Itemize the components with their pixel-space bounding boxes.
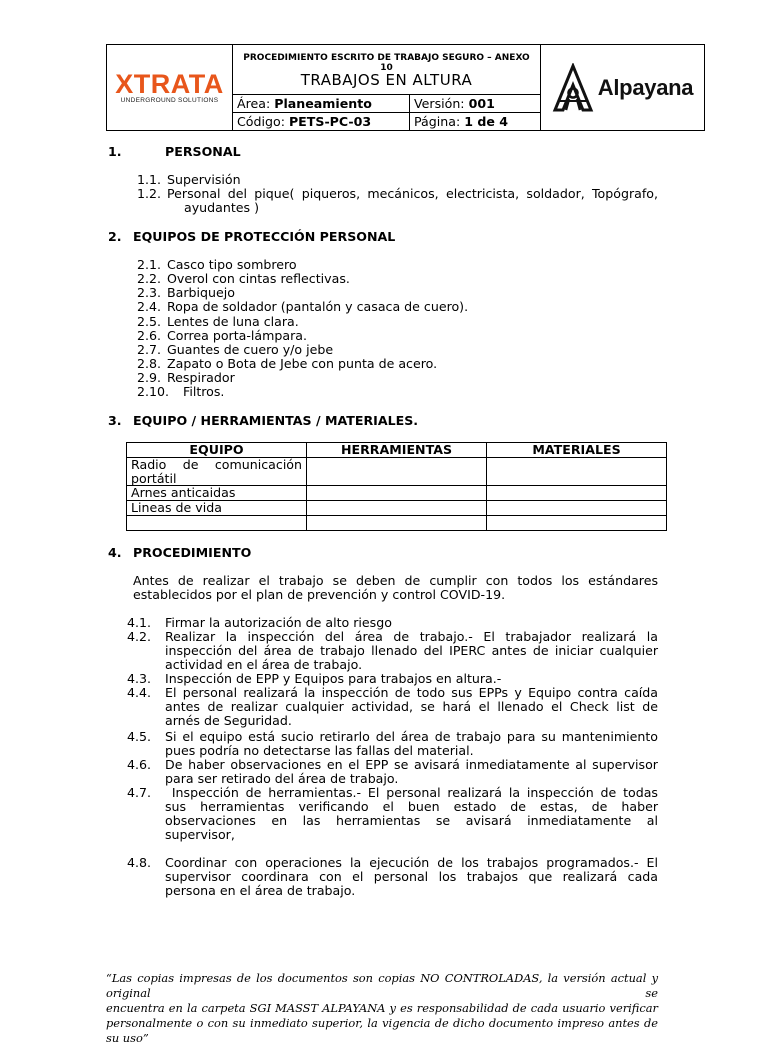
- list-item-text: Si el equipo está sucio retirarlo del área de trabajo para su mantenimiento: [165, 729, 658, 744]
- xtrata-logo-tagline: UNDERGROUND SOLUTIONS: [120, 97, 219, 104]
- list-item-number: 2.9.: [137, 370, 162, 385]
- table-row: [127, 516, 667, 531]
- list-item-number: 2.3.: [137, 285, 162, 300]
- procedure-intro: establecidos por el plan de prevención y control COVID-19.: [133, 587, 506, 602]
- document-title: TRABAJOS EN ALTURA: [300, 71, 473, 89]
- list-item-text: supervisor,: [165, 827, 235, 842]
- table-cell: [307, 486, 487, 501]
- section-2-number: 2.: [108, 229, 122, 244]
- page-cell: [410, 113, 541, 131]
- document-type: PROCEDIMIENTO ESCRITO DE TRABAJO SEGURO – ANEXO 10: [243, 53, 530, 73]
- list-item-text: Realizar la inspección del área de trabajo.- El trabajador realizará la: [165, 629, 658, 644]
- table-row: [127, 501, 667, 516]
- alpayana-emblem-icon: [552, 63, 594, 113]
- code-value: PETS-PC-03: [288, 114, 372, 129]
- footer-disclaimer: [106, 971, 658, 1046]
- list-item-text: Guantes de cuero y/o jebe: [167, 342, 334, 357]
- list-item-number: 4.6.: [127, 757, 152, 772]
- table-cell: Arnes anticaidas: [127, 486, 307, 501]
- area-cell: [233, 95, 410, 113]
- list-item-text-continued: ayudantes ): [184, 200, 260, 215]
- list-item-number: 1.2.: [137, 186, 162, 201]
- list-item-text: persona en el área de trabajo.: [165, 883, 356, 898]
- list-item-text: Filtros.: [183, 384, 225, 399]
- document-header: [106, 44, 705, 131]
- xtrata-logo-word: XTRATA: [115, 69, 224, 99]
- page-label: Página:: [414, 114, 461, 129]
- table-cell: [487, 458, 667, 486]
- section-3-title: EQUIPO / HERRAMIENTAS / MATERIALES.: [133, 413, 419, 428]
- list-item-text: Overol con cintas reflectivas.: [167, 271, 350, 286]
- list-item-text: pues podría no detectarse las fallas del material.: [165, 743, 474, 758]
- list-item-text: arnés de Seguridad.: [165, 713, 292, 728]
- equipment-table: [126, 442, 667, 531]
- list-item-number: 4.3.: [127, 671, 152, 686]
- area-label: Área:: [237, 96, 271, 111]
- list-item-text: supervisor coordinara con el personal los trabajos que realizará cada: [165, 869, 658, 884]
- xtrata-logo: [107, 45, 233, 131]
- list-item-text: antes de realizar cualquier actividad, se hará el llenado el Check list de: [165, 699, 658, 714]
- version-label: Versión:: [414, 96, 465, 111]
- list-item-text: Lentes de luna clara.: [167, 314, 299, 329]
- list-item-number: 2.7.: [137, 342, 162, 357]
- list-item-number: 4.7.: [127, 785, 152, 800]
- table-header: EQUIPO: [127, 443, 307, 458]
- area-value: Planeamiento: [274, 96, 372, 111]
- section-4-number: 4.: [108, 545, 122, 560]
- list-item-text: Supervisión: [167, 172, 241, 187]
- table-row: [127, 458, 667, 486]
- page-value: 1 de 4: [464, 114, 509, 129]
- procedure-intro: Antes de realizar el trabajo se deben de cumplir con todos los estándares: [133, 573, 658, 588]
- table-cell: [487, 516, 667, 531]
- list-item-number: 2.6.: [137, 328, 162, 343]
- section-1-title: PERSONAL: [165, 144, 241, 159]
- list-item-number: 2.1.: [137, 257, 162, 272]
- alpayana-logo-word: Alpayana: [597, 74, 694, 100]
- list-item-number: 4.5.: [127, 729, 152, 744]
- table-header: HERRAMIENTAS: [307, 443, 487, 458]
- list-item-number: 4.2.: [127, 629, 152, 644]
- list-item-number: 2.5.: [137, 314, 162, 329]
- table-cell: [487, 486, 667, 501]
- section-1-number: 1.: [108, 144, 122, 159]
- list-item-number: 2.8.: [137, 356, 162, 371]
- table-cell: [127, 516, 307, 531]
- footer-line: encuentra en la carpeta SGI MASST ALPAYANA y es responsabilidad de cada usuario verificar: [106, 1001, 658, 1015]
- alpayana-logo: [541, 45, 705, 131]
- list-item-number: 2.10.: [137, 384, 170, 399]
- list-item-text: Casco tipo sombrero: [167, 257, 297, 272]
- list-item-text: Zapato o Bota de Jebe con punta de acero.: [167, 356, 438, 371]
- section-4-title: PROCEDIMIENTO: [133, 545, 252, 560]
- list-item-text: observaciones en las herramientas se avisará inmediatamente al: [165, 813, 658, 828]
- list-item-text: Barbiquejo: [167, 285, 235, 300]
- table-cell: [307, 501, 487, 516]
- list-item-text: inspección del área de trabajo llenado del IPERC antes de iniciar cualquier: [165, 643, 658, 658]
- table-cell: Lineas de vida: [127, 501, 307, 516]
- list-item-text: Personal del pique( piqueros, mecánicos, electricista, soldador, Topógrafo,: [167, 186, 658, 201]
- list-item-number: 1.1.: [137, 172, 162, 187]
- list-item-text: Firmar la autorización de alto riesgo: [165, 615, 392, 630]
- table-header: MATERIALES: [487, 443, 667, 458]
- table-cell: [487, 501, 667, 516]
- footer-line: personalmente o con su inmediato superior, la vigencia de dicho documento impreso antes de su uso”: [106, 1016, 658, 1045]
- list-item-text: Inspección de EPP y Equipos para trabajos en altura.-: [165, 671, 502, 686]
- list-item-text: actividad en el área de trabajo.: [165, 657, 363, 672]
- title-cell: [233, 45, 541, 95]
- list-item-number: 4.1.: [127, 615, 152, 630]
- list-item-number: 2.2.: [137, 271, 162, 286]
- list-item-text: Correa porta-lámpara.: [167, 328, 307, 343]
- list-item-number: 4.8.: [127, 855, 152, 870]
- list-item-text: sus herramientas verificando el buen estado de estas, de haber: [165, 799, 658, 814]
- list-item-text: De haber observaciones en el EPP se avisará inmediatamente al supervisor: [165, 757, 658, 772]
- list-item-text: El personal realizará la inspección de todo sus EPPs y Equipo contra caída: [165, 685, 658, 700]
- list-item-text: Coordinar con operaciones la ejecución de los trabajos programados.- El: [165, 855, 658, 870]
- footer-line: “Las copias impresas de los documentos son copias NO CONTROLADAS, la versión actual y original se: [106, 971, 658, 1000]
- version-value: 001: [468, 96, 495, 111]
- code-label: Código:: [237, 114, 285, 129]
- table-cell: [307, 516, 487, 531]
- table-cell: [307, 458, 487, 486]
- list-item-number: 4.4.: [127, 685, 152, 700]
- table-cell: Radio de comunicación portátil: [127, 458, 307, 486]
- version-cell: [410, 95, 541, 113]
- section-3-number: 3.: [108, 413, 122, 428]
- list-item-text: Respirador: [167, 370, 235, 385]
- list-item-text: Inspección de herramientas.- El personal realizará la inspección de todas: [165, 785, 658, 800]
- code-cell: [233, 113, 410, 131]
- table-row: [127, 486, 667, 501]
- list-item-text: Ropa de soldador (pantalón y casaca de cuero).: [167, 299, 469, 314]
- section-2-title: EQUIPOS DE PROTECCIÓN PERSONAL: [133, 229, 396, 244]
- list-item-text: para ser retirado del área de trabajo.: [165, 771, 399, 786]
- list-item-number: 2.4.: [137, 299, 162, 314]
